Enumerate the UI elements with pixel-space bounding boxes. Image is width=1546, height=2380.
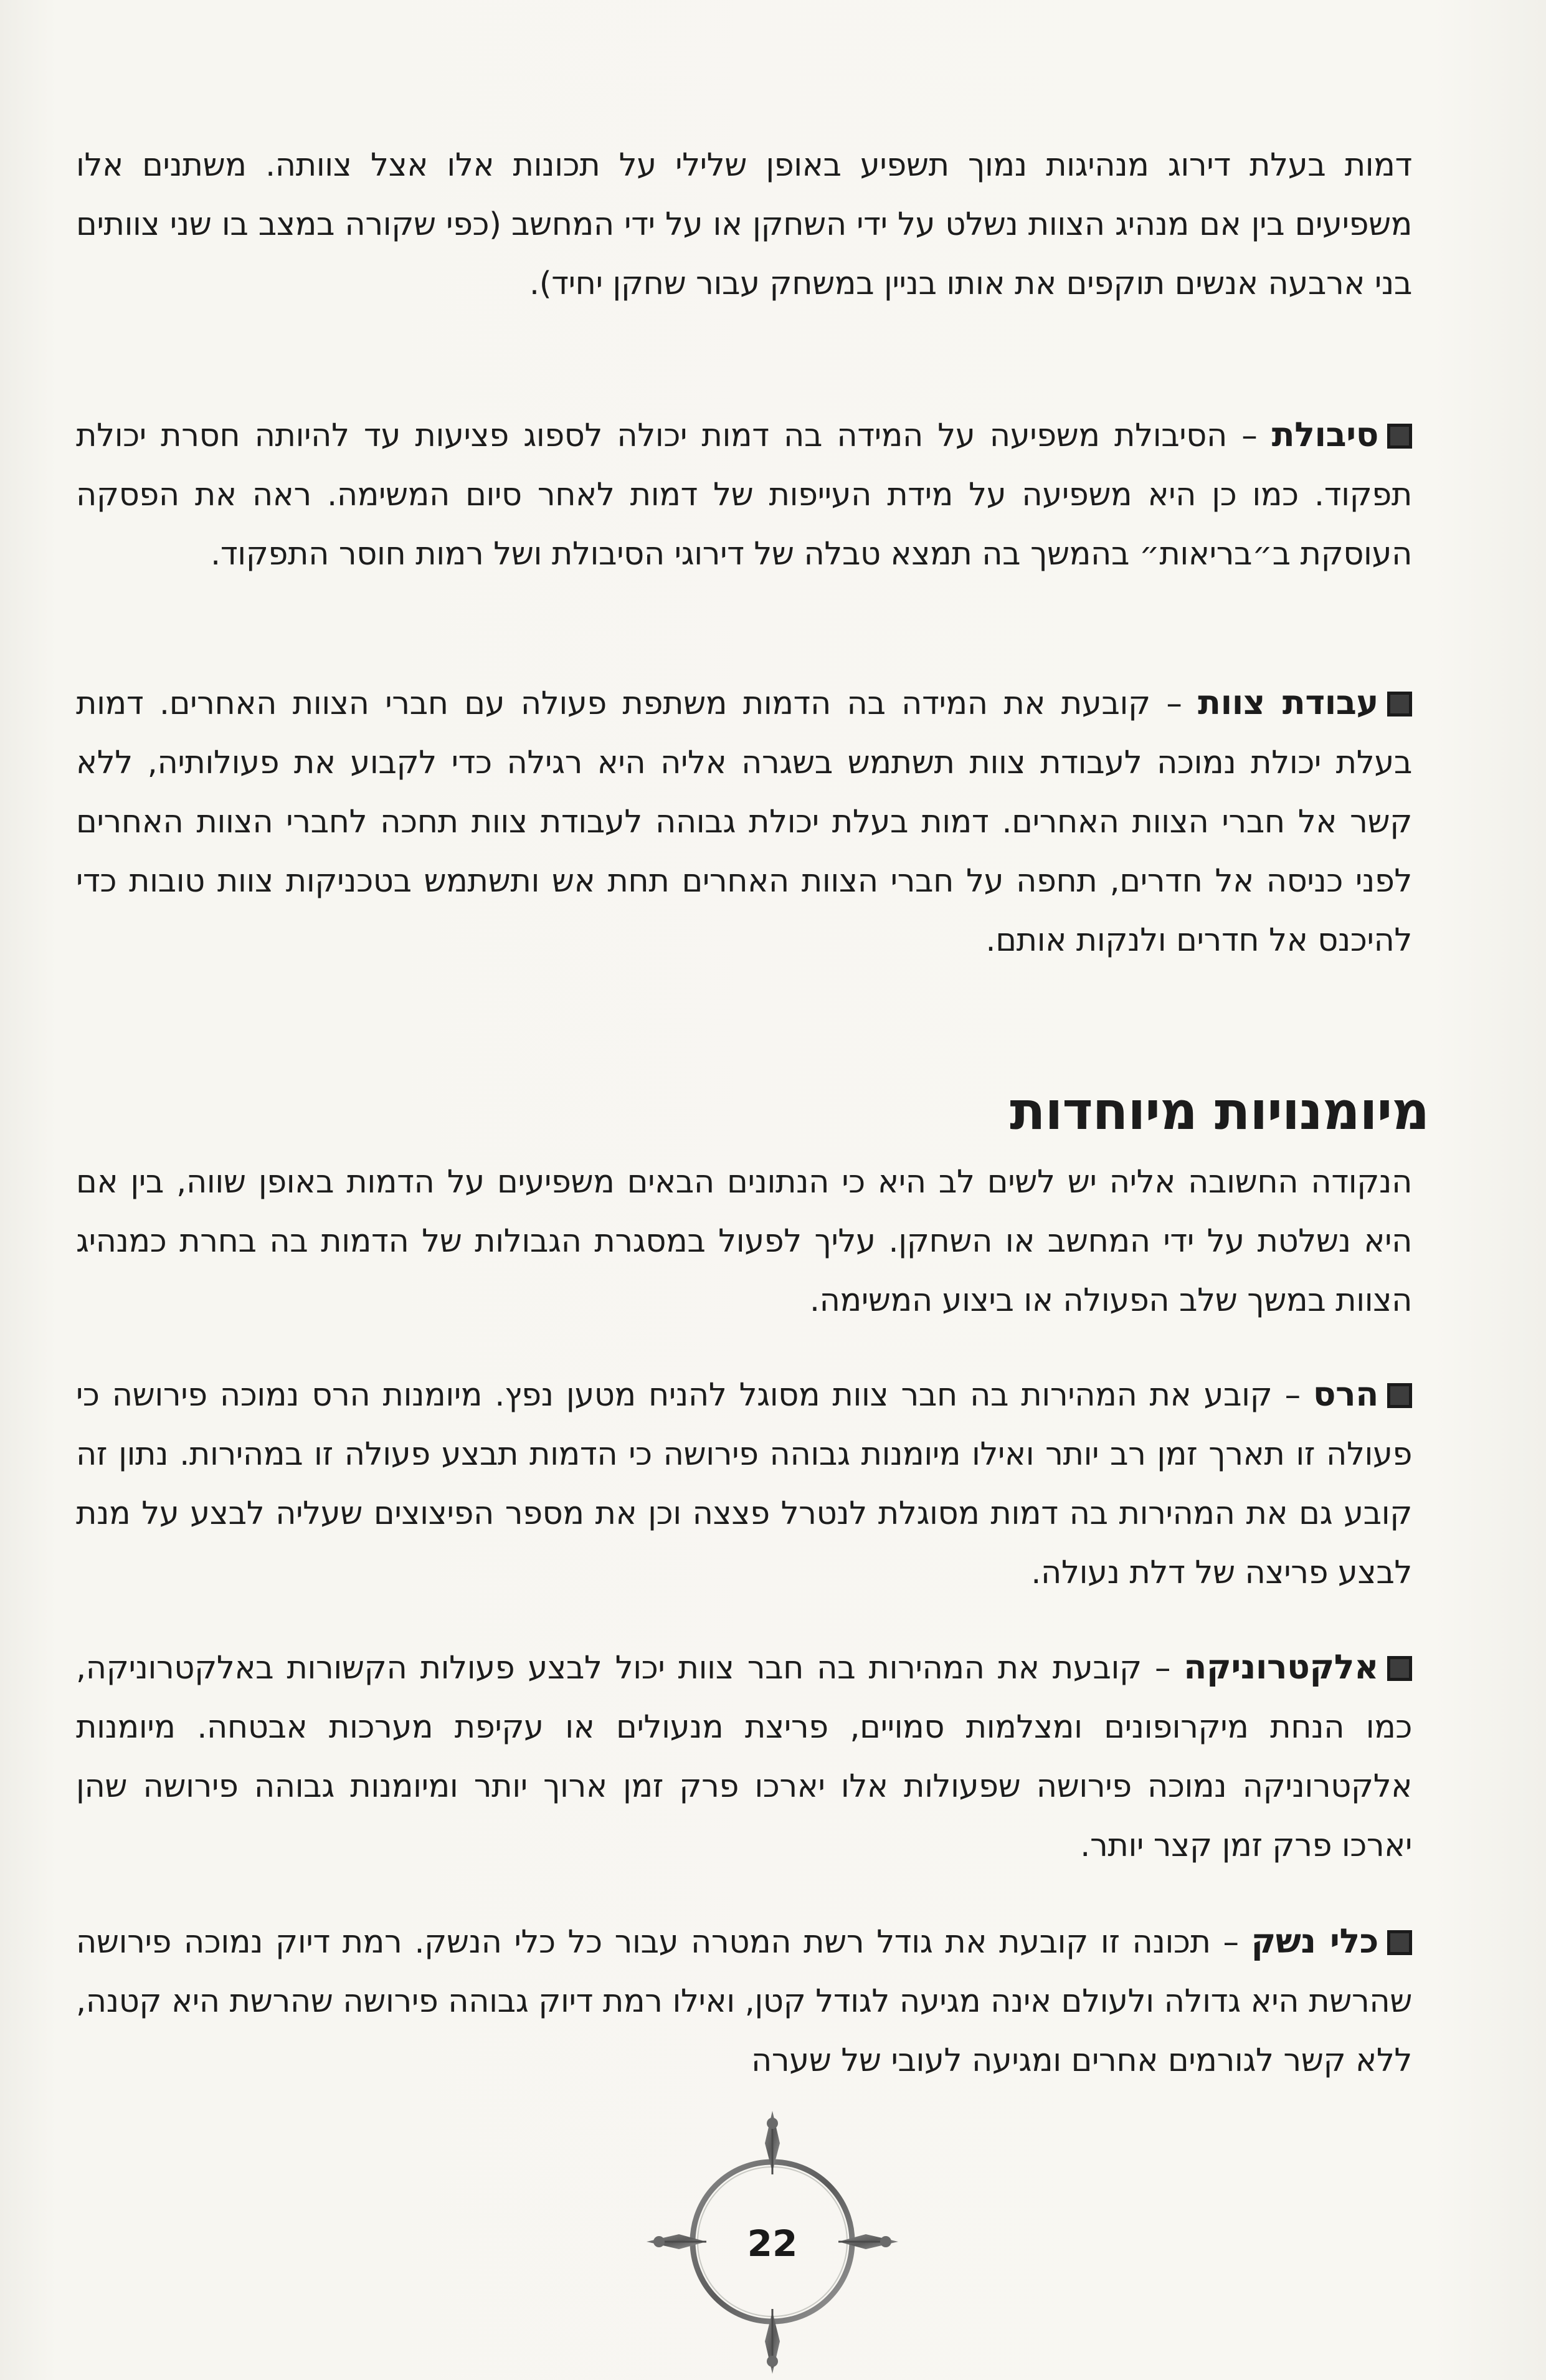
weapons-entry <box>76 1911 1412 2090</box>
square-bullet-icon <box>1387 692 1412 716</box>
entry-term: אלקטרוניקה <box>1183 1647 1378 1687</box>
entry-text: – תכונה זו קובעת את גודל רשת המטרה עבור כל כלי הנשק. רמת דיוק נמוכה פירושה שהרשת היא גדולה ולעולם אינה מגיעה לגודל קטן, ואילו רמת דיוק גבוהה פירושה שהרשת היא קטנה, ללא קשר לגורמים אחרים ומגיעה לעובי של שערה <box>76 1924 1412 2079</box>
square-bullet-icon <box>1387 424 1412 449</box>
stamina-entry <box>76 405 1412 584</box>
square-bullet-icon <box>1387 1383 1412 1408</box>
demolition-entry <box>76 1364 1412 1602</box>
entry-text: – קובעת את המהירות בה חבר צוות יכול לבצע פעולות הקשורות באלקטרוניקה, כמו הנחת מיקרופונים ומצלמות סמויים, פריצת מנעולים או עקיפת מערכות אבטחה. מיומנות אלקטרוניקה נמוכה פירושה שפעולות אלו יארכו פרק זמן ארוך יותר ומיומנות גבוהה פירושה שהן יארכו פרק זמן קצר יותר. <box>76 1650 1412 1864</box>
heading-intro-paragraph <box>76 1153 1412 1330</box>
heading-intro-text: הנקודה החשובה אליה יש לשים לב היא כי הנתונים הבאים משפיעים על הדמות באופן שווה, בין אם היא נשלטת על ידי המחשב או השחקן. עליך לפעול במסגרת הגבולות של הדמות בה בחרת כמנהיג הצוות במשך שלב הפעולה או ביצוע המשימה. <box>76 1164 1412 1319</box>
entry-term: עבודת צוות <box>1198 683 1378 722</box>
square-bullet-icon <box>1387 1656 1412 1681</box>
entry-term: הרס <box>1312 1374 1378 1414</box>
entry-term: סיבולת <box>1271 415 1378 454</box>
entry-text: – הסיבולת משפיעה על המידה בה דמות יכולה לספוג פציעות עד להיותה חסרת יכולת תפקוד. כמו כן היא משפיעה על מידת העייפות של דמות לאחר סיום המשימה. ראה את הפסקה העוסקת ב״בריאות״ בהמשך בה תמצא טבלה של דירוגי הסיבולת ושל רמות חוסר התפקוד. <box>76 417 1412 573</box>
section-heading: מיומנויות מיוחדות <box>1010 1080 1429 1141</box>
teamwork-entry <box>76 673 1412 970</box>
electronics-entry <box>76 1637 1412 1875</box>
intro-text: דמות בעלת דירוג מנהיגות נמוך תשפיע באופן שלילי על תכונות אלו אצל צוותה. משתנים אלו משפיעים בין אם מנהיג הצוות נשלט על ידי השחקן או על ידי המחשב (כפי שקורה במצב בו שני צוותים בני ארבעה אנשים תוקפים את אותו בניין במשחק עבור שחקן יחיד). <box>76 147 1412 302</box>
entry-text: – קובע את המהירות בה חבר צוות מסוגל להניח מטען נפץ. מיומנות הרס נמוכה פירושה כי פעולה זו תארך זמן רב יותר ואילו מיומנות גבוהה פירושה כי הדמות תבצע פעולה זו במהירות. נתון זה קובע גם את המהירות בה דמות מסוגלת לנטרל פצצה וכן את מספר הפיצוצים שעליה לבצע על מנת לבצע פריצה של דלת נעולה. <box>76 1377 1412 1591</box>
square-bullet-icon <box>1387 1930 1412 1955</box>
entry-text: – קובעת את המידה בה הדמות משתפת פעולה עם חברי הצוות האחרים. דמות בעלת יכולת נמוכה לעבודת צוות תשתמש בשגרה אליה היא רגילה כדי לקבוע את פעולותיה, ללא קשר אל חברי הצוות האחרים. דמות בעלת יכולת גבוהה לעבודת צוות תחכה לחברי הצוות האחרים לפני כניסה אל חדרים, תחפה על חברי הצוות האחרים תחת אש ותשתמש בטכניקות צוות טובות כדי להיכנס אל חדרים ולנקות אותם. <box>76 685 1412 959</box>
entry-term: כלי נשק <box>1251 1921 1378 1961</box>
intro-paragraph <box>76 136 1412 313</box>
page-number: 22 <box>747 2222 798 2265</box>
